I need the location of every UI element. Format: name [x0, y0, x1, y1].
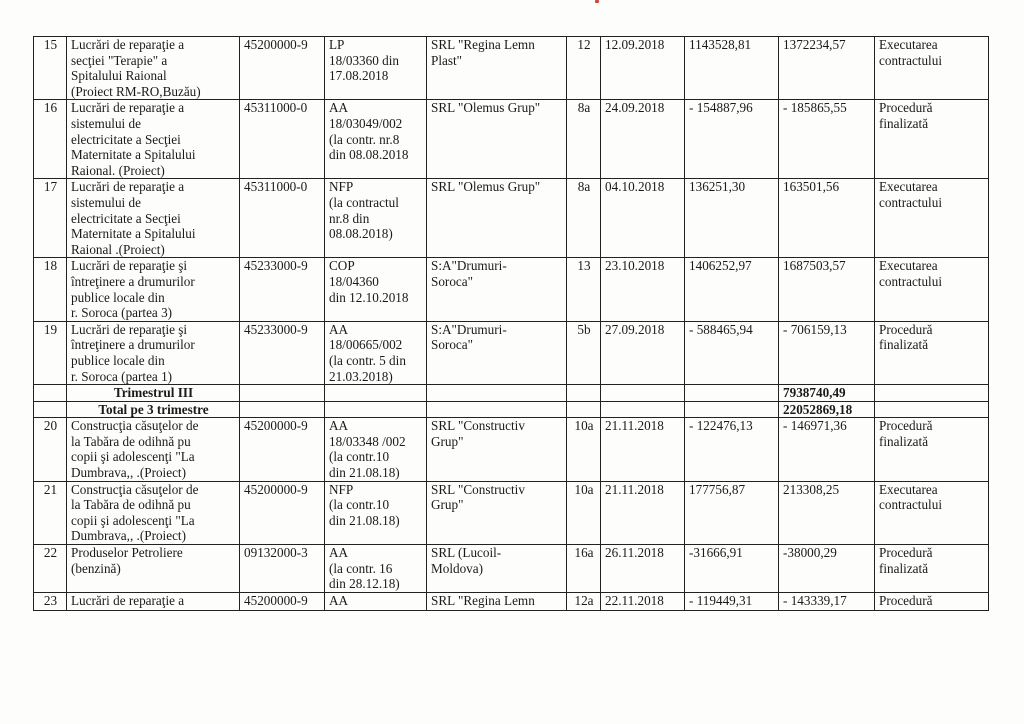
value-incl-vat: 213308,25	[779, 481, 875, 544]
economic-operator: SRL "Constructiv Grup"	[427, 481, 567, 544]
contract-status: Executarea contractului	[875, 481, 989, 544]
summary-row	[34, 401, 989, 418]
contract-date: 23.10.2018	[601, 258, 685, 321]
contract-status: Procedură finalizată	[875, 545, 989, 593]
row-number: 17	[34, 179, 67, 258]
procurement-object: Lucrări de reparaţie a secţiei "Terapie" a Spitalului Raional (Proiect RM-RO,Buzău)	[67, 37, 240, 100]
contract-date: 04.10.2018	[601, 179, 685, 258]
lot-number: 10a	[567, 481, 601, 544]
cpv-code: 09132000-3	[240, 545, 325, 593]
empty-cell	[567, 385, 601, 402]
table-row	[34, 481, 989, 544]
contract-status: Procedură finalizată	[875, 418, 989, 481]
value-excl-vat: - 588465,94	[685, 321, 779, 384]
contract-date: 21.11.2018	[601, 418, 685, 481]
empty-cell	[685, 385, 779, 402]
procurement-object: Lucrări de reparaţie a	[67, 592, 240, 610]
empty-cell	[567, 401, 601, 418]
contract-date: 22.11.2018	[601, 592, 685, 610]
value-excl-vat: 177756,87	[685, 481, 779, 544]
procurement-object: Lucrări de reparaţie şi întreţinere a drumurilor publice locale din r. Soroca (partea 3)	[67, 258, 240, 321]
table-body-lower	[34, 418, 989, 611]
value-incl-vat: 1687503,57	[779, 258, 875, 321]
table-row	[34, 592, 989, 610]
lot-number: 13	[567, 258, 601, 321]
value-incl-vat: 163501,56	[779, 179, 875, 258]
contract-status: Executarea contractului	[875, 179, 989, 258]
table-body-upper	[34, 37, 989, 385]
empty-cell	[875, 385, 989, 402]
cpv-code: 45200000-9	[240, 481, 325, 544]
economic-operator: SRL "Olemus Grup"	[427, 100, 567, 179]
empty-cell	[685, 401, 779, 418]
summary-row	[34, 385, 989, 402]
contract-document: LP 18/03360 din 17.08.2018	[325, 37, 427, 100]
summary-label: Total pe 3 trimestre	[67, 401, 240, 418]
table-row	[34, 418, 989, 481]
row-number: 19	[34, 321, 67, 384]
economic-operator: SRL (Lucoil- Moldova)	[427, 545, 567, 593]
empty-cell	[601, 385, 685, 402]
contract-document: AA 18/03348 /002 (la contr.10 din 21.08.18)	[325, 418, 427, 481]
table-row	[34, 258, 989, 321]
contract-date: 24.09.2018	[601, 100, 685, 179]
contract-date: 21.11.2018	[601, 481, 685, 544]
contract-document: AA (la contr. 16 din 28.12.18)	[325, 545, 427, 593]
empty-cell	[240, 385, 325, 402]
row-number: 21	[34, 481, 67, 544]
cpv-code: 45311000-0	[240, 100, 325, 179]
table-row	[34, 545, 989, 593]
contract-status: Procedură	[875, 592, 989, 610]
contract-document: AA	[325, 592, 427, 610]
cpv-code: 45233000-9	[240, 321, 325, 384]
lot-number: 8a	[567, 179, 601, 258]
contract-date: 26.11.2018	[601, 545, 685, 593]
empty-cell	[427, 385, 567, 402]
economic-operator: S:A"Drumuri- Soroca"	[427, 258, 567, 321]
lot-number: 16a	[567, 545, 601, 593]
row-number: 16	[34, 100, 67, 179]
row-number: 18	[34, 258, 67, 321]
summary-value: 22052869,18	[779, 401, 875, 418]
empty-cell	[34, 385, 67, 402]
contract-status: Executarea contractului	[875, 37, 989, 100]
row-number: 15	[34, 37, 67, 100]
economic-operator: S:A"Drumuri- Soroca"	[427, 321, 567, 384]
contract-document: AA 18/03049/002 (la contr. nr.8 din 08.08.2018	[325, 100, 427, 179]
value-excl-vat: 1143528,81	[685, 37, 779, 100]
contract-document: NFP (la contr.10 din 21.08.18)	[325, 481, 427, 544]
procurement-object: Construcţia căsuţelor de la Tabăra de odihnă pu copii şi adolescenţi "La Dumbrava,, .(Proiect)	[67, 481, 240, 544]
lot-number: 10a	[567, 418, 601, 481]
summary-label: Trimestrul III	[67, 385, 240, 402]
value-incl-vat: 1372234,57	[779, 37, 875, 100]
empty-cell	[34, 401, 67, 418]
economic-operator: SRL "Regina Lemn	[427, 592, 567, 610]
contract-document: NFP (la contractul nr.8 din 08.08.2018)	[325, 179, 427, 258]
economic-operator: SRL "Regina Lemn Plast"	[427, 37, 567, 100]
cpv-code: 45311000-0	[240, 179, 325, 258]
economic-operator: SRL "Constructiv Grup"	[427, 418, 567, 481]
procurement-object: Lucrări de reparaţie şi întreţinere a drumurilor publice locale din r. Soroca (partea 1)	[67, 321, 240, 384]
cpv-code: 45233000-9	[240, 258, 325, 321]
value-excl-vat: -31666,91	[685, 545, 779, 593]
lot-number: 12a	[567, 592, 601, 610]
table-row	[34, 100, 989, 179]
procurement-object: Lucrări de reparaţie a sistemului de electricitate a Secţiei Maternitate a Spitalului Raional .(Proiect)	[67, 179, 240, 258]
cpv-code: 45200000-9	[240, 37, 325, 100]
lot-number: 5b	[567, 321, 601, 384]
empty-cell	[601, 401, 685, 418]
summary-value: 7938740,49	[779, 385, 875, 402]
procurement-object: Lucrări de reparaţie a sistemului de electricitate a Secţiei Maternitate a Spitalului Raional. (Proiect)	[67, 100, 240, 179]
value-incl-vat: - 143339,17	[779, 592, 875, 610]
value-incl-vat: - 185865,55	[779, 100, 875, 179]
procurement-object: Construcţia căsuţelor de la Tabăra de odihnă pu copii şi adolescenţi "La Dumbrava,, .(Proiect)	[67, 418, 240, 481]
economic-operator: SRL "Olemus Grup"	[427, 179, 567, 258]
value-excl-vat: - 119449,31	[685, 592, 779, 610]
procurement-table	[33, 36, 989, 611]
cpv-code: 45200000-9	[240, 592, 325, 610]
empty-cell	[427, 401, 567, 418]
contract-status: Procedură finalizată	[875, 321, 989, 384]
contract-date: 12.09.2018	[601, 37, 685, 100]
contract-document: COP 18/04360 din 12.10.2018	[325, 258, 427, 321]
value-incl-vat: - 706159,13	[779, 321, 875, 384]
value-excl-vat: 136251,30	[685, 179, 779, 258]
ink-mark	[595, 0, 599, 3]
contract-status: Executarea contractului	[875, 258, 989, 321]
table-row	[34, 179, 989, 258]
row-number: 20	[34, 418, 67, 481]
contract-document: AA 18/00665/002 (la contr. 5 din 21.03.2018)	[325, 321, 427, 384]
table-row	[34, 37, 989, 100]
contract-status: Procedură finalizată	[875, 100, 989, 179]
row-number: 23	[34, 592, 67, 610]
value-excl-vat: - 154887,96	[685, 100, 779, 179]
empty-cell	[875, 401, 989, 418]
empty-cell	[240, 401, 325, 418]
empty-cell	[325, 385, 427, 402]
lot-number: 8a	[567, 100, 601, 179]
empty-cell	[325, 401, 427, 418]
procurement-object: Produselor Petroliere (benzină)	[67, 545, 240, 593]
cpv-code: 45200000-9	[240, 418, 325, 481]
value-incl-vat: - 146971,36	[779, 418, 875, 481]
row-number: 22	[34, 545, 67, 593]
value-excl-vat: 1406252,97	[685, 258, 779, 321]
table-row	[34, 321, 989, 384]
table-body-summary	[34, 385, 989, 418]
value-excl-vat: - 122476,13	[685, 418, 779, 481]
lot-number: 12	[567, 37, 601, 100]
value-incl-vat: -38000,29	[779, 545, 875, 593]
contract-date: 27.09.2018	[601, 321, 685, 384]
